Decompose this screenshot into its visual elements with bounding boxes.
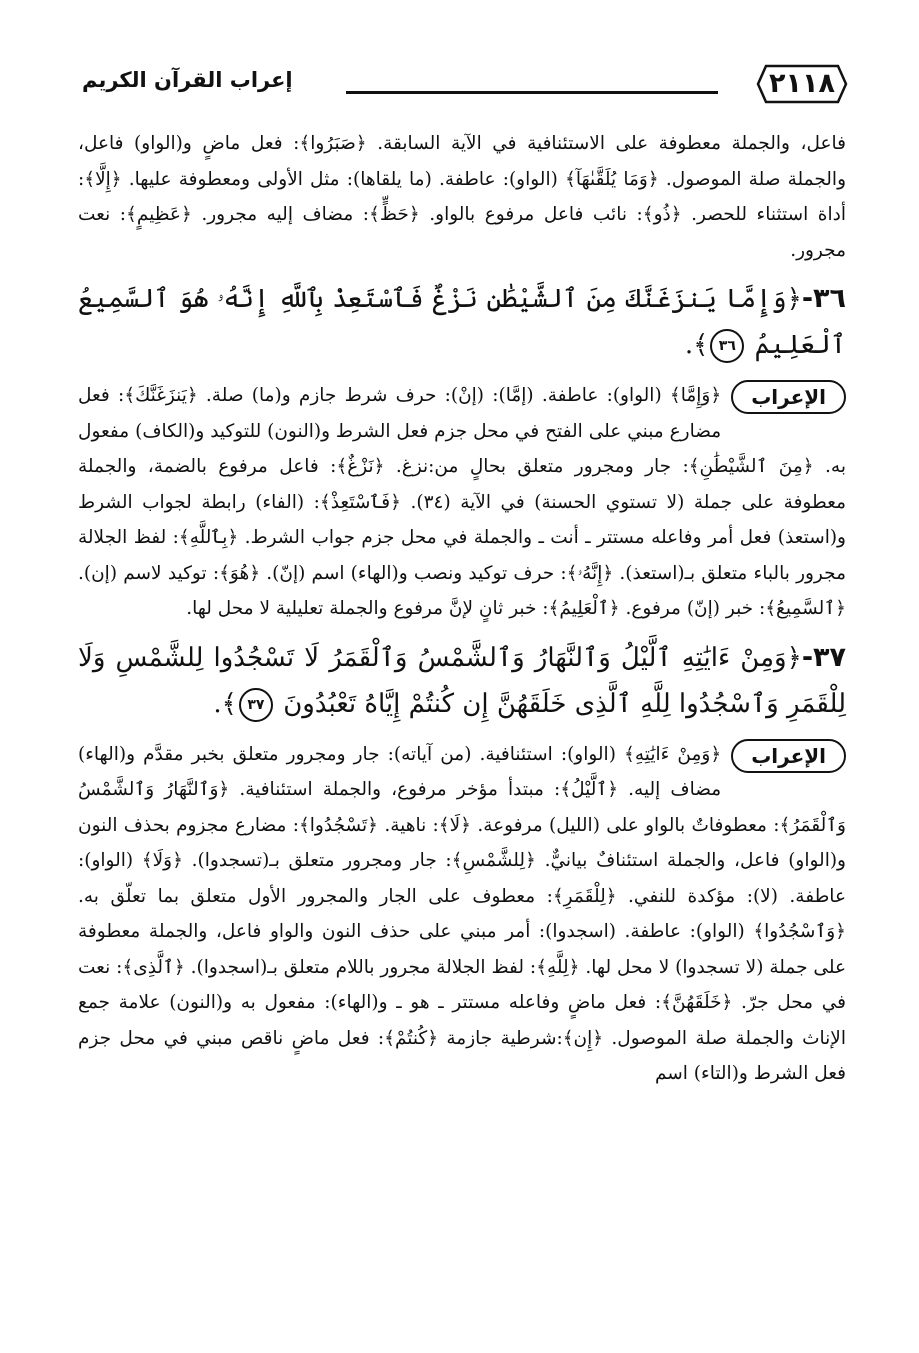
irab-block-37 [78,737,846,1092]
verse-end-marker-icon: ٣٦ [710,329,744,363]
page-content [78,126,846,1092]
verse-37 [78,635,846,727]
page-header [78,60,848,116]
verse-number: ٣٦- [801,283,846,314]
irab-label: الإعراب [731,739,846,773]
page-number: ٢١١٨ [769,68,835,99]
verse-close: ﴾. [213,688,237,719]
paragraph-continuation: فاعل، والجملة معطوفة على الاستئنافية في الآية السابقة. ﴿صَبَرُوا﴾: فعل ماضٍ و(الواو) فاعل، والجملة صلة الموصول. ﴿وَمَا يُلَقَّىٰهَآ﴾ (الواو): عاطفة. (ما يلقاها): مثل الأولى ومعطوفة عليها. ﴿إِلَّا﴾: أداة استثناء للحصر. ﴿ذُو﴾: نائب فاعل مرفوع بالواو. ﴿حَظٍّ﴾: مضاف إليه مجرور. ﴿عَظِيمٍ﴾: نعت مجرور. [78,133,846,261]
running-title: إعراب القرآن الكريم [82,68,293,92]
verse-end-marker-icon: ٣٧ [239,688,273,722]
irab-text: ﴿وَإِمَّا﴾ (الواو): عاطفة. (إمَّا): (إنْ): حرف شرط جازم و(ما) صلة. ﴿يَنزَغَنَّكَ﴾: فعل مضارع مبني على الفتح في محل جزم فعل الشرط و(النون) للتوكيد و(الكاف) مفعول به. ﴿مِنَ ٱلشَّيْطَٰنِ﴾: جار ومجرور متعلق بحالٍ من:نزغ. ﴿نَزْغٌ﴾: فاعل مرفوع بالضمة، والجملة معطوفة على جملة (لا تستوي الحسنة) في الآية (٣٤). ﴿فَٱسْتَعِذْ﴾: (الفاء) رابطة لجواب الشرط و(استعذ) فعل أمر وفاعله مستتر ـ أنت ـ والجملة في محل جزم جواب الشرط. ﴿بِٱللَّهِ﴾: لفظ الجلالة مجرور بالباء متعلق بـ(استعذ). ﴿إِنَّهُۥ﴾: حرف توكيد ونصب و(الهاء) اسم (إنّ). ﴿هُوَ﴾: توكيد لاسم (إن). ﴿ٱلسَّمِيعُ﴾: خبر (إنّ) مرفوع. ﴿ٱلْعَلِيمُ﴾: خبر ثانٍ لإنَّ مرفوع والجملة تعليلية لا محل لها. [78,385,846,619]
verse-text: ﴿وَمِنْ ءَايَٰتِهِ ٱلَّيْلُ وَٱلنَّهَارُ وَٱلشَّمْسُ وَٱلْقَمَرُ لَا تَسْجُدُوا لِلشَّمْسِ وَلَا لِلْقَمَرِ وَٱسْجُدُوا لِلَّهِ ٱلَّذِى خَلَقَهُنَّ إِن كُنتُمْ إِيَّاهُ تَعْبُدُونَ [78,642,846,719]
verse-number: ٣٧- [801,641,846,673]
irab-text: ﴿وَمِنْ ءَايَٰتِهِ﴾ (الواو): استئنافية. (من آياته): جار ومجرور متعلق بخبر مقدَّم و(الهاء) مضاف إليه. ﴿ٱلَّيْلُ﴾: مبتدأ مؤخر مرفوع، والجملة استئنافية. ﴿وَٱلنَّهَارُ وَٱلشَّمْسُ وَٱلْقَمَرُ﴾: معطوفاتٌ بالواو على (الليل) مرفوعة. ﴿لَا﴾: ناهية. ﴿تَسْجُدُوا﴾: مضارع مجزوم بحذف النون و(الواو) فاعل، والجملة استئنافٌ بيانيٌّ. ﴿لِلشَّمْسِ﴾: جار ومجرور متعلق بـ(تسجدوا). ﴿وَلَا﴾ (الواو): عاطفة. (لا): مؤكدة للنفي. ﴿لِلْقَمَرِ﴾: معطوف على الجار والمجرور الأول متعلق بما تعلّق به. ﴿وَٱسْجُدُوا﴾ (الواو): عاطفة. (اسجدوا): أمر مبني على حذف النون والواو فاعل، والجملة معطوفة على جملة (لا تسجدوا) لا محل لها. ﴿لِلَّهِ﴾: لفظ الجلالة مجرور باللام متعلق بـ(اسجدوا). ﴿ٱلَّذِى﴾: نعت في محل جرّ. ﴿خَلَقَهُنَّ﴾: فعل ماضٍ وفاعله مستتر ـ هو ـ و(الهاء): مفعول به و(النون) علامة جمع الإناث والجملة صلة الموصول. ﴿إِن﴾:شرطية جازمة ﴿كُنتُمْ﴾: فعل ماضٍ ناقص مبني في محل جزم فعل الشرط و(التاء) اسم [78,743,846,1084]
irab-block-36 [78,378,846,627]
header-rule [346,91,718,94]
verse-text: ﴿وَإِمَّا يَنزَغَنَّكَ مِنَ ٱلشَّيْطَٰنِ نَزْغٌ فَٱسْتَعِذْ بِٱللَّهِ إِنَّهُۥ هُوَ ٱلسَّمِيعُ ٱلْعَلِيمُ [78,284,846,360]
irab-label: الإعراب [731,380,846,414]
page-number-badge [756,60,848,108]
verse-36 [78,276,846,368]
verse-close: ﴾. [684,330,709,360]
